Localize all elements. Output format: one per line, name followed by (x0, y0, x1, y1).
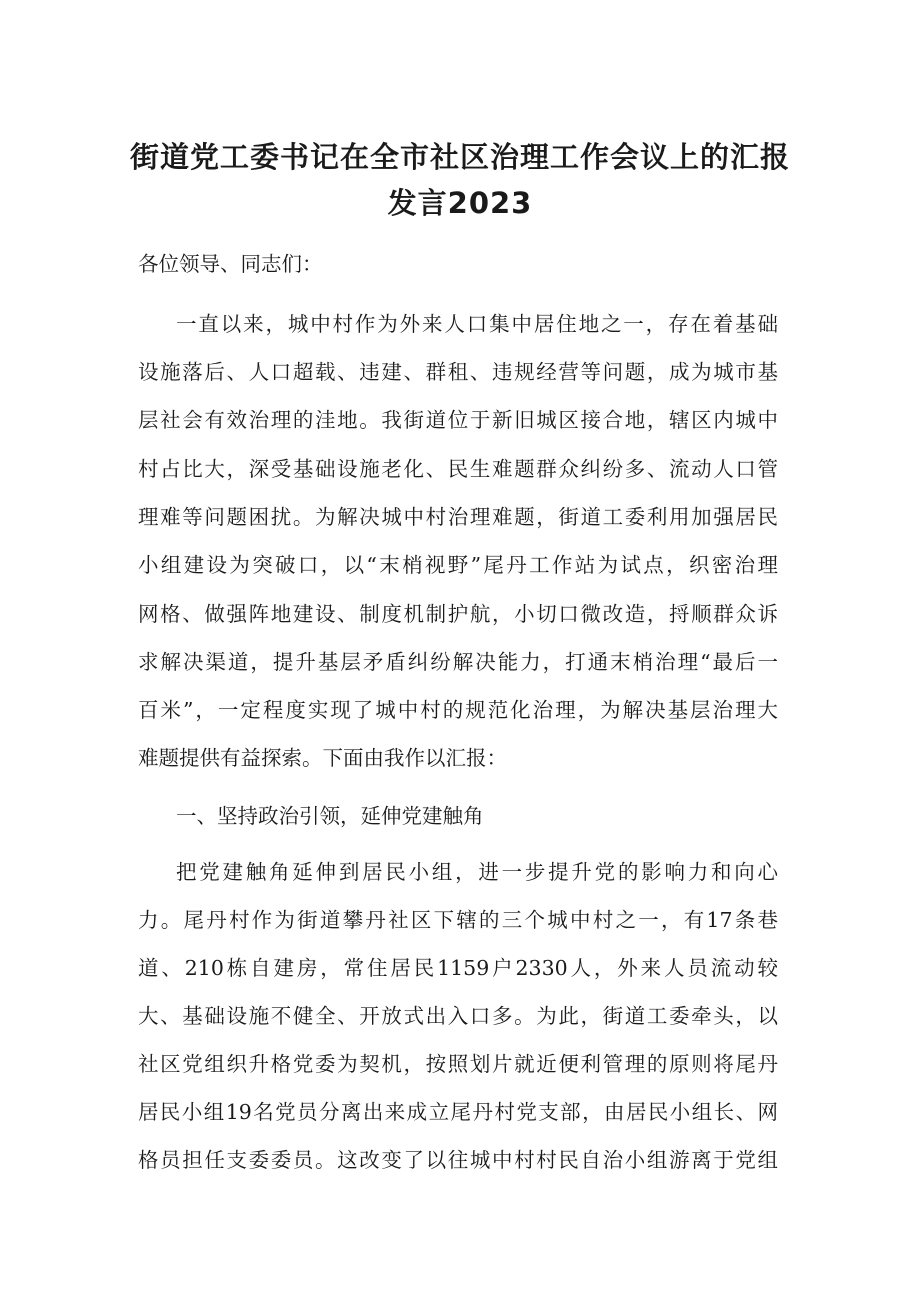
section-line: 居民小组19名党员分离出来成立尾丹村党支部，由居民小组长、网 (138, 1100, 778, 1124)
document-title-line-1: 街道党工委书记在全市社区治理工作会议上的汇报 (129, 140, 790, 174)
section-line: 力。尾丹村作为街道攀丹社区下辖的三个城中村之一，有17条巷 (138, 908, 778, 932)
intro-line: 小组建设为突破口，以“末梢视野”尾丹工作站为试点，织密治理 (138, 553, 778, 577)
document-title-line-2: 发言2023 (387, 186, 533, 220)
section-line: 道、210栋自建房，常住居民1159户2330人，外来人员流动较 (138, 956, 778, 980)
intro-line: 设施落后、人口超载、违建、群租、违规经营等问题，成为城市基 (138, 360, 778, 384)
section-line: 把党建触角延伸到居民小组，进一步提升党的影响力和向心 (176, 860, 778, 884)
section-heading: 一、坚持政治引领，延伸党建触角 (176, 804, 484, 828)
intro-line: 村占比大，深受基础设施老化、民生难题群众纠纷多、流动人口管 (138, 457, 778, 481)
intro-line: 网格、做强阵地建设、制度机制护航，小切口微改造，捋顺群众诉 (138, 602, 778, 626)
salutation: 各位领导、同志们： (138, 252, 323, 276)
section-line: 社区党组织升格党委为契机，按照划片就近便利管理的原则将尾丹 (138, 1052, 778, 1076)
intro-line: 一直以来，城中村作为外来人口集中居住地之一，存在着基础 (176, 312, 778, 336)
intro-line: 百米”，一定程度实现了城中村的规范化治理，为解决基层治理大 (138, 698, 778, 722)
section-line: 大、基础设施不健全、开放式出入口多。为此，街道工委牵头，以 (138, 1004, 778, 1028)
intro-line: 求解决渠道，提升基层矛盾纠纷解决能力，打通末梢治理“最后一 (138, 650, 778, 674)
intro-line: 理难等问题困扰。为解决城中村治理难题，街道工委利用加强居民 (138, 505, 778, 529)
intro-line: 难题提供有益探索。下面由我作以汇报： (138, 746, 507, 770)
section-line: 格员担任支委委员。这改变了以往城中村村民自治小组游离于党组 (138, 1148, 778, 1172)
intro-line: 层社会有效治理的洼地。我街道位于新旧城区接合地，辖区内城中 (138, 408, 778, 432)
